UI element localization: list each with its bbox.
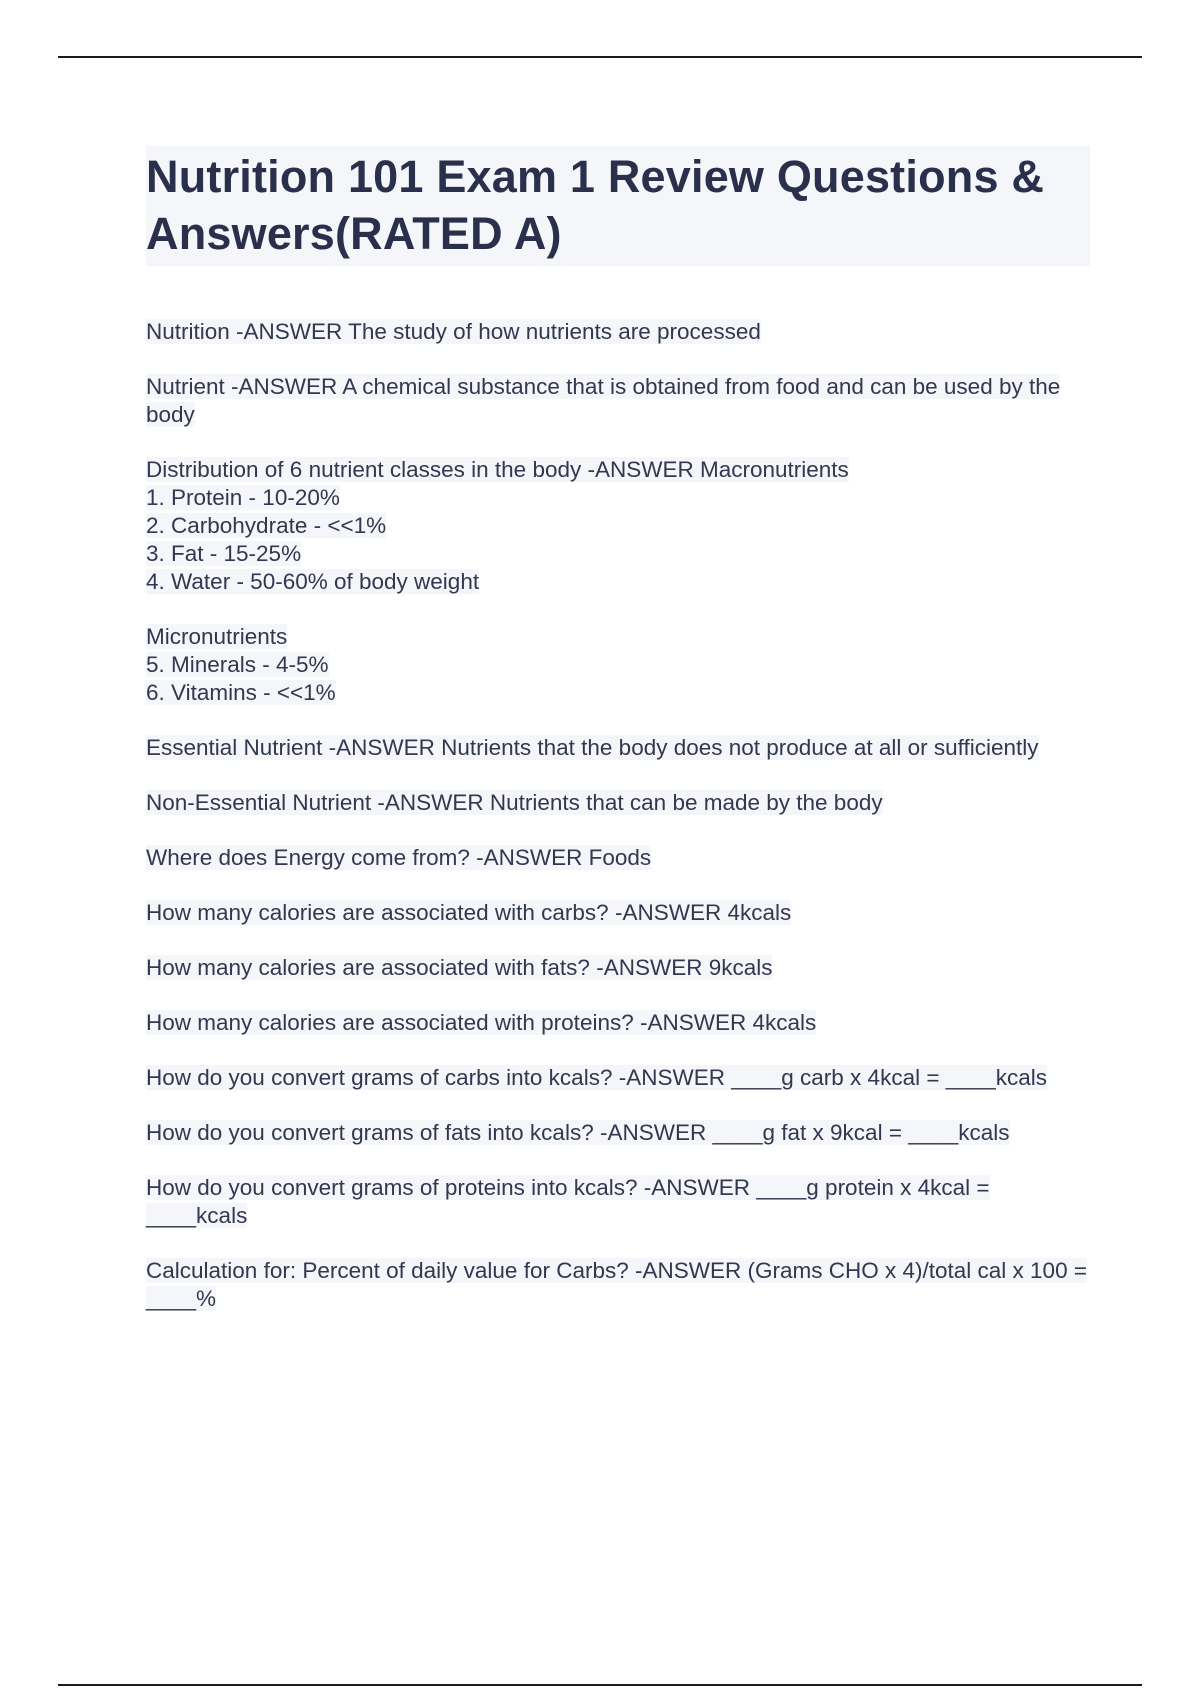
top-divider [58, 56, 1142, 58]
qa-text: How do you convert grams of fats into kcals? -ANSWER ____g fat x 9kcal = ____kcals [146, 1120, 1010, 1145]
qa-entry-convert-proteins [146, 1174, 1090, 1230]
list-item: 1. Protein - 10-20% [146, 485, 340, 510]
qa-entry-micronutrients [146, 623, 1090, 707]
qa-entry-protein-calories [146, 1009, 1090, 1037]
qa-text: How do you convert grams of proteins into kcals? -ANSWER ____g protein x 4kcal = ____kcals [146, 1175, 990, 1228]
bottom-divider [58, 1684, 1142, 1686]
title-block [146, 146, 1090, 266]
qa-text: Non-Essential Nutrient -ANSWER Nutrients that can be made by the body [146, 790, 883, 815]
document-title: Nutrition 101 Exam 1 Review Questions & Answers(RATED A) [146, 151, 1045, 259]
qa-text: How many calories are associated with fats? -ANSWER 9kcals [146, 955, 773, 980]
qa-entry-nutrition [146, 318, 1090, 346]
qa-text: Where does Energy come from? -ANSWER Foods [146, 845, 652, 870]
list-item: 4. Water - 50-60% of body weight [146, 569, 480, 594]
qa-text: How many calories are associated with carbs? -ANSWER 4kcals [146, 900, 792, 925]
qa-text: Nutrient -ANSWER A chemical substance that is obtained from food and can be used by the body [146, 374, 1061, 427]
qa-text: Distribution of 6 nutrient classes in the body -ANSWER Macronutrients [146, 457, 849, 482]
qa-entry-convert-fats [146, 1119, 1090, 1147]
list-item: 6. Vitamins - <<1% [146, 680, 336, 705]
qa-text: Micronutrients [146, 624, 288, 649]
qa-text: Calculation for: Percent of daily value for Carbs? -ANSWER (Grams CHO x 4)/total cal x 100 = ____% [146, 1258, 1087, 1311]
qa-entry-distribution [146, 456, 1090, 596]
qa-text: How many calories are associated with proteins? -ANSWER 4kcals [146, 1010, 817, 1035]
document-body [146, 146, 1090, 1340]
list-item: 2. Carbohydrate - <<1% [146, 513, 387, 538]
qa-entry-nutrient [146, 373, 1090, 429]
qa-text: How do you convert grams of carbs into kcals? -ANSWER ____g carb x 4kcal = ____kcals [146, 1065, 1048, 1090]
qa-entry-non-essential-nutrient [146, 789, 1090, 817]
qa-entry-fat-calories [146, 954, 1090, 982]
qa-entry-convert-carbs [146, 1064, 1090, 1092]
qa-text: Essential Nutrient -ANSWER Nutrients that the body does not produce at all or sufficiently [146, 735, 1039, 760]
qa-entry-daily-value-carbs [146, 1257, 1090, 1313]
qa-entry-essential-nutrient [146, 734, 1090, 762]
qa-entry-carb-calories [146, 899, 1090, 927]
qa-text: Nutrition -ANSWER The study of how nutrients are processed [146, 319, 761, 344]
list-item: 3. Fat - 15-25% [146, 541, 302, 566]
list-item: 5. Minerals - 4-5% [146, 652, 329, 677]
qa-entry-energy [146, 844, 1090, 872]
